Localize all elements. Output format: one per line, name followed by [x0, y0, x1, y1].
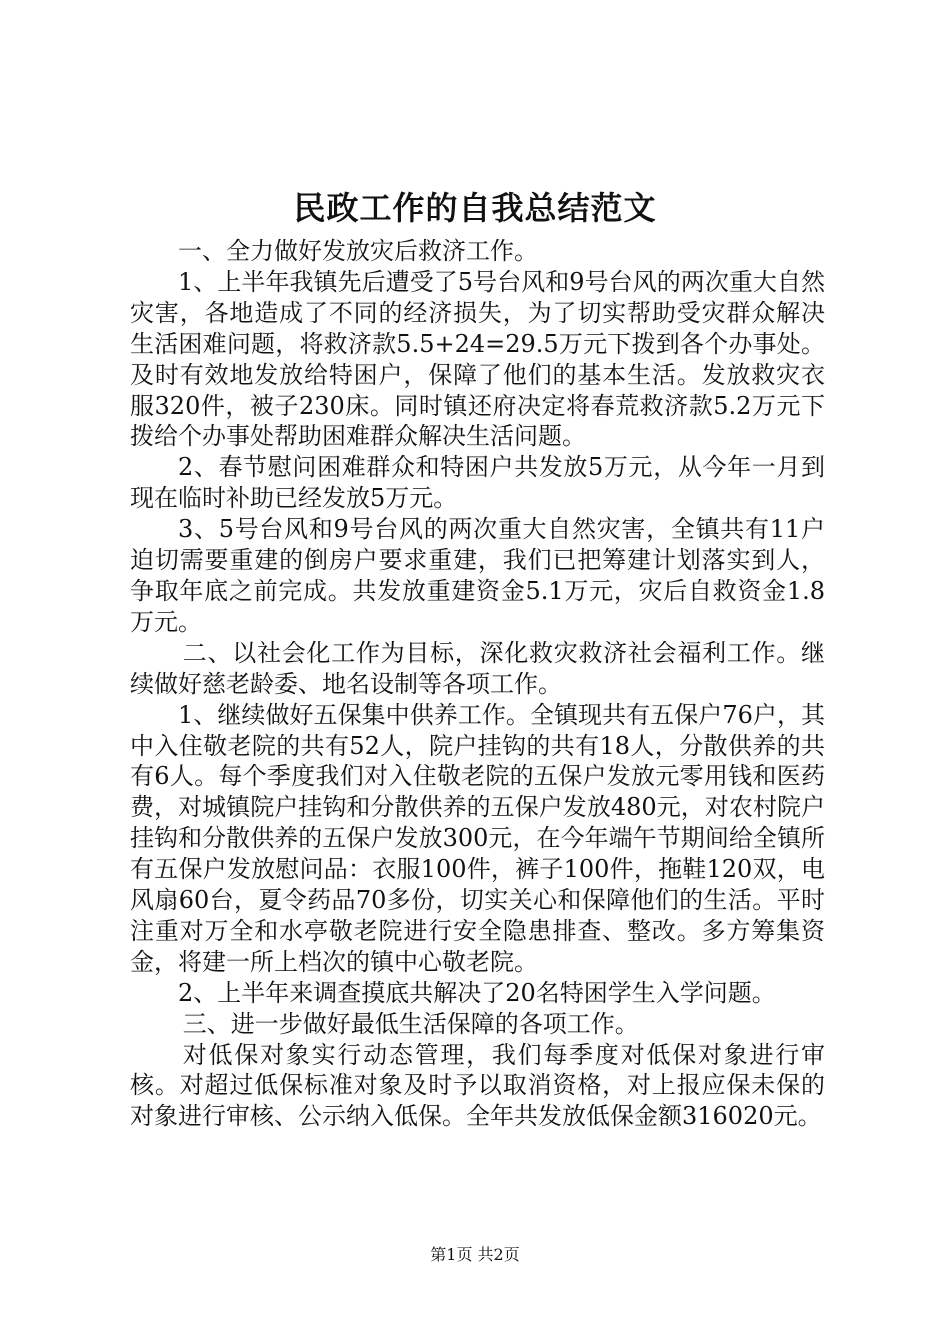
paragraph-minimum-living: 对低保对象实行动态管理，我们每季度对低保对象进行审核。对超过低保标准对象及时予以取消资格，对上报应保未保的对象进行审核、公示纳入低保。全年共发放低保金额316020元。	[130, 1040, 825, 1131]
section-heading-2: 二、以社会化工作为目标，深化救灾救济社会福利工作。继续做好慈老龄委、地名设制等各项工作。	[130, 638, 825, 698]
page-number-footer: 第1页 共2页	[430, 1245, 520, 1264]
paragraph-housing-reconstruction: 3、5号台风和9号台风的两次重大自然灾害，全镇共有11户迫切需要重建的倒房户要求重建，我们已把筹建计划落实到人，争取年底之前完成。共发放重建资金5.1万元，灾后自救资金1.8万元。	[130, 515, 825, 636]
section-heading-3: 三、进一步做好最低生活保障的各项工作。	[182, 1009, 639, 1038]
paragraph-spring-festival-aid: 2、春节慰问困难群众和特困户共发放5万元，从今年一月到现在临时补助已经发放5万元。	[130, 453, 825, 513]
document-body	[130, 236, 825, 1132]
section-heading-1: 一、全力做好发放灾后救济工作。	[178, 237, 538, 265]
paragraph-student-aid: 2、上半年来调查摸底共解决了20名特困学生入学问题。	[178, 978, 776, 1007]
paragraph-typhoon-relief: 1、上半年我镇先后遭受了5号台风和9号台风的两次重大自然灾害，各地造成了不同的经济损失，为了切实帮助受灾群众解决生活困难问题，将救济款5.5+24=29.5万元下拨到各个办事处。及时有效地发放给特困户，保障了他们的基本生活。发放救灾衣服320件，被子230床。同时镇还府决定将春荒救济款5.2万元下拨给个办事处帮助困难群众解决生活问题。	[130, 267, 825, 451]
paragraph-five-guarantee: 1、继续做好五保集中供养工作。全镇现共有五保户76户，其中入住敬老院的共有52人，院户挂钩的共有18人，分散供养的共有6人。每个季度我们对入住敬老院的五保户发放元零用钱和医药费，对城镇院户挂钩和分散供养的五保户发放480元，对农村院户挂钩和分散供养的五保户发放300元，在今年端午节期间给全镇所有五保户发放慰问品：衣服100件，裤子100件，拖鞋120双，电风扇60台，夏令药品70多份，切实关心和保障他们的生活。平时注重对万全和水亭敬老院进行安全隐患排查、整改。多方筹集资金，将建一所上档次的镇中心敬老院。	[130, 700, 825, 976]
document-title: 民政工作的自我总结范文	[293, 189, 657, 227]
